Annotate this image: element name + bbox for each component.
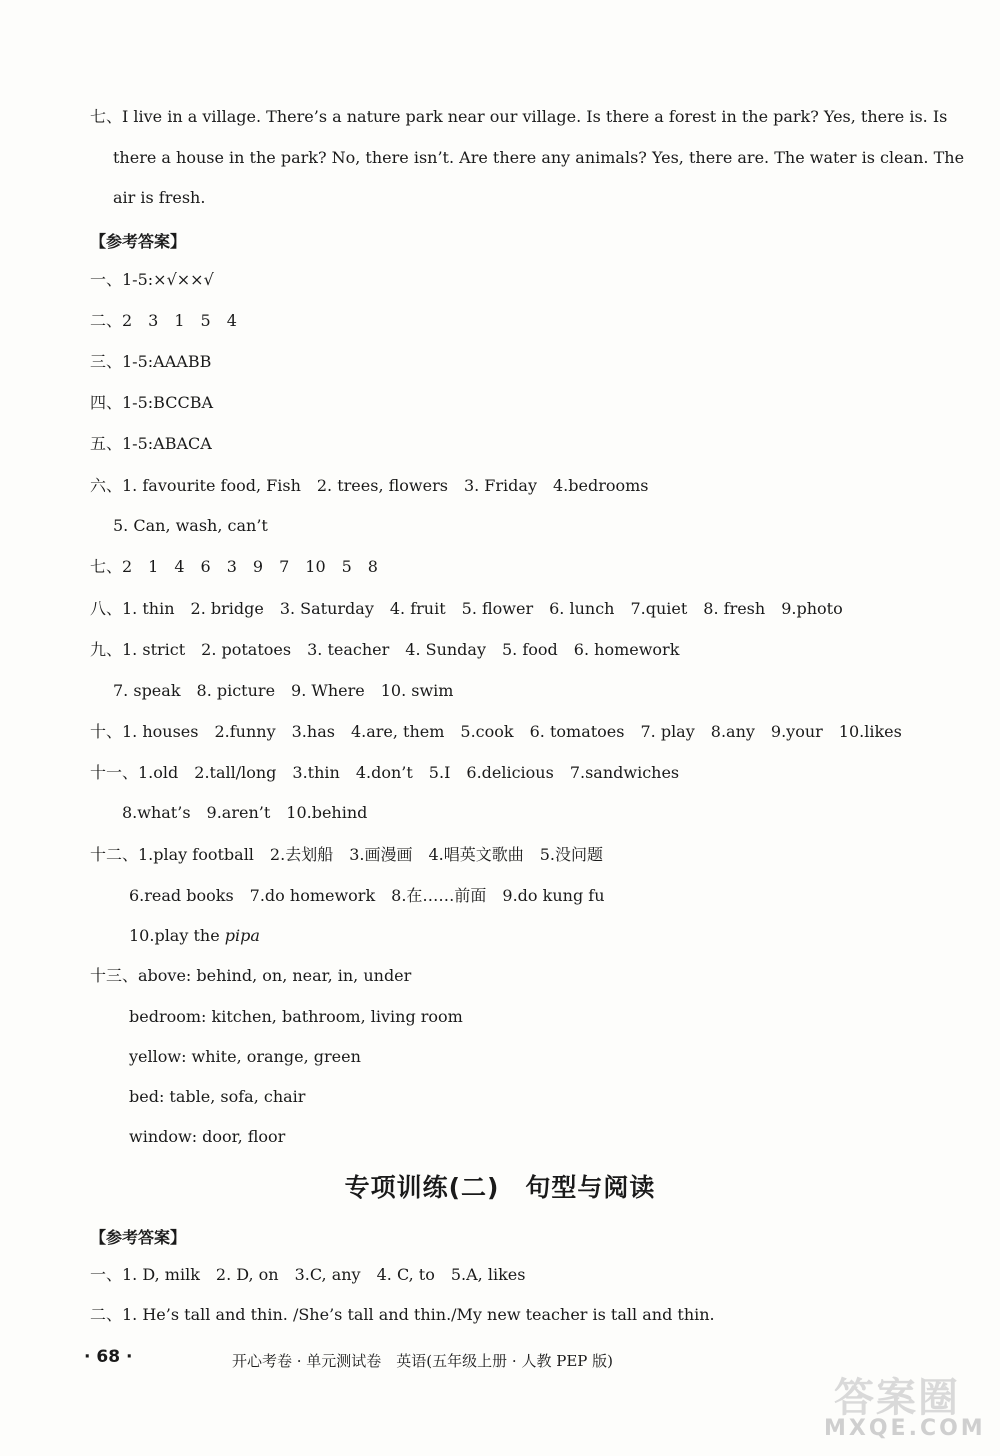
answer-line: bedroom: kitchen, bathroom, living room (129, 1007, 463, 1026)
answer-heading: 【参考答案】 (90, 232, 187, 251)
answer-heading: 【参考答案】 (90, 1228, 187, 1247)
watermark-url: MXQE.COM (824, 1416, 986, 1441)
book-title: 开心考卷 · 单元测试卷 英语(五年级上册 · 人教 PEP 版) (232, 1352, 613, 1370)
reading-line-3: air is fresh. (113, 188, 206, 207)
answer-line: 十三、above: behind, on, near, in, under (90, 966, 412, 985)
answer-line: 十、1. houses 2.funny 3.has 4.are, them 5.cook 6. tomatoes 7. play 8.any 9.your 10.likes (90, 722, 902, 741)
answer-line: 十二、1.play football 2.去划船 3.画漫画 4.唱英文歌曲 5.没问题 (90, 845, 603, 864)
answer-line: 九、1. strict 2. potatoes 3. teacher 4. Sunday 5. food 6. homework (90, 640, 680, 659)
section-title: 专项训练(二) 句型与阅读 (344, 1173, 656, 1202)
answer-line: 一、1-5:×√××√ (90, 270, 214, 289)
answer-line: 八、1. thin 2. bridge 3. Saturday 4. fruit 5. flower 6. lunch 7.quiet 8. fresh 9.photo (90, 599, 843, 618)
answer-line: 6.read books 7.do homework 8.在……前面 9.do kung fu (129, 886, 605, 905)
pipa-word: pipa (224, 926, 260, 945)
answer-line: bed: table, sofa, chair (129, 1087, 306, 1106)
answer-line: 5. Can, wash, can’t (113, 516, 268, 535)
answer-line: 二、1. He’s tall and thin. /She’s tall and thin./My new teacher is tall and thin. (90, 1305, 715, 1324)
answer-line: 三、1-5:AAABB (90, 352, 212, 371)
answer-line: 七、2 1 4 6 3 9 7 10 5 8 (90, 557, 378, 576)
watermark-cn: 答案圈 (834, 1375, 960, 1421)
answer-line: 四、1-5:BCCBA (90, 393, 214, 412)
answer-line: 十一、1.old 2.tall/long 3.thin 4.don’t 5.I 6.delicious 7.sandwiches (90, 763, 680, 782)
answer-line (129, 926, 260, 946)
answer-line: window: door, floor (129, 1127, 286, 1146)
answer-line: 六、1. favourite food, Fish 2. trees, flowers 3. Friday 4.bedrooms (90, 476, 649, 495)
answer-text: 10.play the (129, 926, 225, 945)
answer-line: 一、1. D, milk 2. D, on 3.C, any 4. C, to 5.A, likes (90, 1265, 526, 1284)
page-number: · 68 · (84, 1347, 133, 1367)
answer-line: 二、2 3 1 5 4 (90, 311, 237, 330)
answer-line: yellow: white, orange, green (129, 1047, 361, 1066)
reading-line-2: there a house in the park? No, there isn’t. Are there any animals? Yes, there are. The water is clean. The (113, 148, 965, 167)
answer-line: 7. speak 8. picture 9. Where 10. swim (113, 681, 454, 700)
reading-line-1: 七、I live in a village. There’s a nature park near our village. Is there a forest in the park? Yes, there is. Is (90, 107, 948, 126)
answer-line: 8.what’s 9.aren’t 10.behind (122, 803, 368, 822)
watermark-logo (814, 1362, 994, 1450)
answer-line: 五、1-5:ABACA (90, 434, 212, 453)
